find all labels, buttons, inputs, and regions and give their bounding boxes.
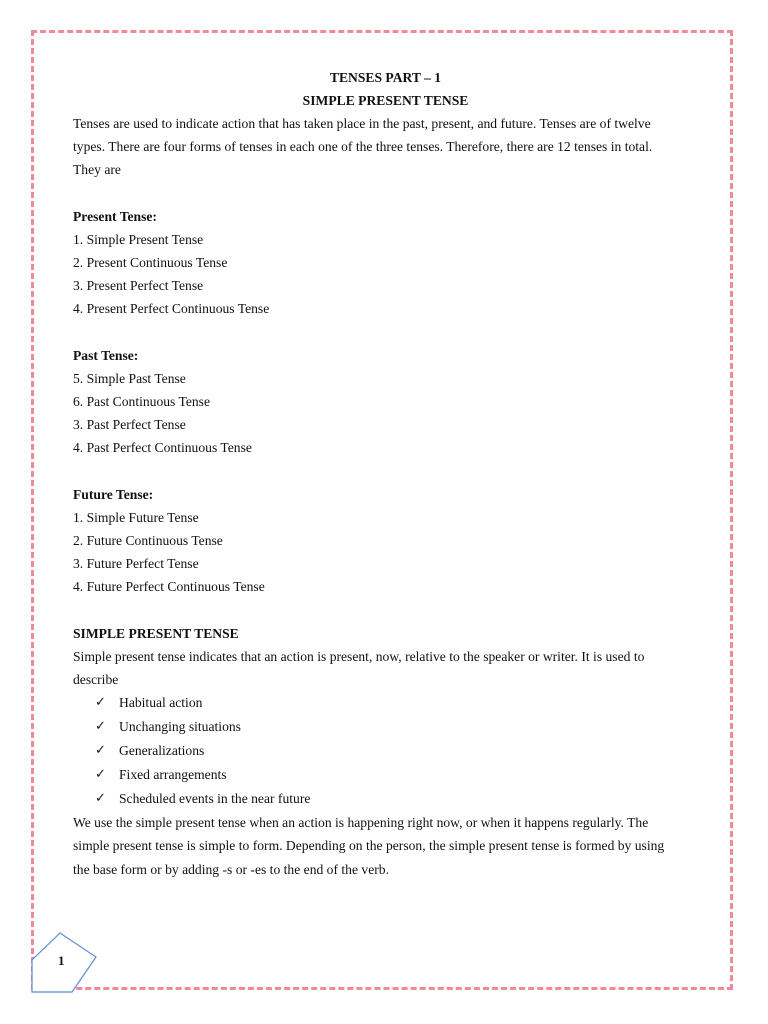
list-item: 4. Present Perfect Continuous Tense (73, 301, 270, 317)
paragraph-line: simple present tense is simple to form. Depending on the person, the simple present tense is formed by using (73, 838, 665, 854)
checklist-item-label: Scheduled events in the near future (119, 791, 311, 807)
check-icon: ✓ (95, 743, 106, 759)
checklist-item-label: Generalizations (119, 743, 205, 759)
checklist-item (73, 691, 698, 715)
spacer (73, 182, 698, 205)
intro-paragraph (73, 112, 698, 182)
checklist-item (73, 715, 698, 739)
checklist-item-label: Fixed arrangements (119, 767, 227, 783)
list-item: 3. Present Perfect Tense (73, 278, 204, 294)
list-item: 5. Simple Past Tense (73, 370, 186, 386)
page-number: 1 (58, 953, 65, 968)
checklist-item (73, 787, 698, 811)
checklist-item (73, 739, 698, 763)
check-icon: ✓ (95, 719, 106, 735)
spacer (73, 599, 698, 622)
section-present-tense (73, 205, 698, 321)
intro-line: types. There are four forms of tenses in each one of the three tenses. Therefore, there are 12 tenses in total. (73, 139, 653, 155)
list-item: 4. Future Perfect Continuous Tense (73, 579, 265, 595)
section-heading: Past Tense: (73, 347, 139, 363)
list-item: 3. Past Perfect Tense (73, 417, 186, 433)
list-item: 1. Simple Present Tense (73, 231, 204, 247)
list-item: 2. Present Continuous Tense (73, 255, 228, 271)
spacer (73, 321, 698, 344)
check-icon: ✓ (95, 791, 106, 807)
list-item: 4. Past Perfect Continuous Tense (73, 440, 252, 456)
list-item: 1. Simple Future Tense (73, 509, 199, 525)
spacer (73, 460, 698, 483)
paragraph-line: describe (73, 672, 119, 688)
intro-line: Tenses are used to indicate action that has taken place in the past, present, and future. Tenses are of twelve (73, 116, 651, 131)
section-simple-present (73, 622, 698, 881)
uses-checklist (73, 691, 698, 811)
document-body (73, 66, 698, 881)
paragraph-line: We use the simple present tense when an action is happening right now, or when it happens regularly. The (73, 815, 649, 831)
check-icon: ✓ (95, 767, 106, 783)
page-number-badge-icon (30, 930, 102, 996)
document-title: TENSES PART – 1 (329, 70, 442, 85)
section-heading: Present Tense: (73, 208, 157, 224)
list-item: 2. Future Continuous Tense (73, 533, 223, 549)
list-item: 6. Past Continuous Tense (73, 394, 211, 410)
check-icon: ✓ (95, 695, 106, 711)
section-past-tense (73, 344, 698, 460)
paragraph-line: Simple present tense indicates that an action is present, now, relative to the speaker or writer. It is used to (73, 648, 645, 664)
paragraph-line: the base form or by adding -s or -es to the end of the verb. (73, 861, 389, 877)
list-item: 3. Future Perfect Tense (73, 556, 199, 572)
section-heading: Future Tense: (73, 486, 154, 502)
checklist-item (73, 763, 698, 787)
section-future-tense (73, 483, 698, 599)
checklist-item-label: Habitual action (119, 695, 203, 711)
checklist-item-label: Unchanging situations (119, 719, 241, 735)
document-subtitle: SIMPLE PRESENT TENSE (302, 93, 469, 108)
section-heading: SIMPLE PRESENT TENSE (73, 625, 239, 641)
intro-line: They are (73, 162, 121, 178)
